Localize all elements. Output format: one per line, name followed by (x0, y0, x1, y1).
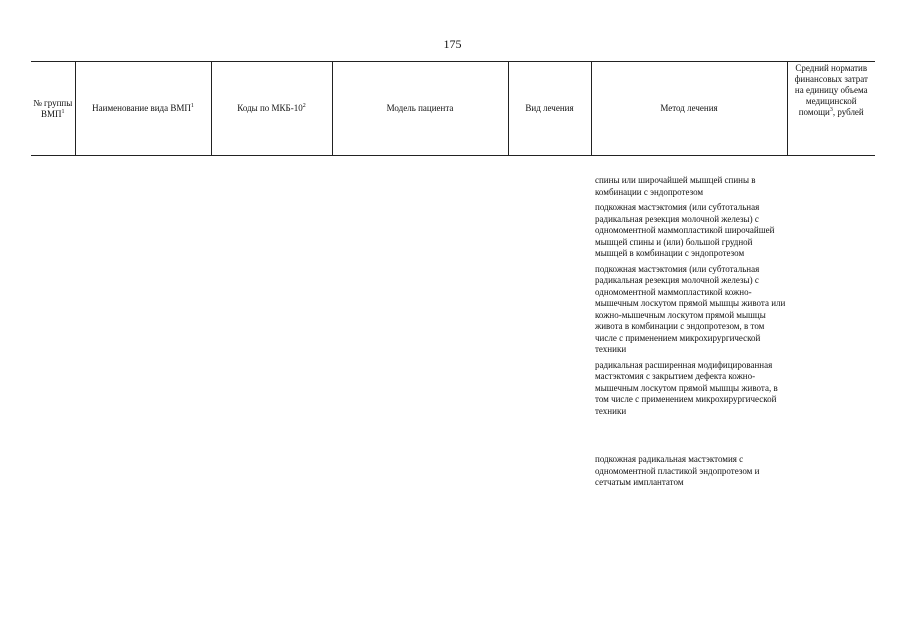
col-header-cost-standard (787, 62, 875, 156)
col-header-patient-model (332, 62, 508, 156)
method-item: радикальная расширенная модифицированная мастэктомия с закрытием дефекта кожно-мышечным лоскутом прямой мышцы живота, в том числе с применением микрохирургической техники (595, 359, 778, 416)
col-header-label: Модель пациента (386, 103, 454, 113)
col-header-label: Вид лечения (525, 103, 574, 113)
footnote-mark: 1 (190, 103, 194, 109)
footnote-mark: 3 (829, 107, 833, 113)
method-item: подкожная радикальная мастэктомия с одномоментной пластикой эндопротезом и сетчатым имплантатом (595, 454, 760, 487)
col-header-label: Метод лечения (660, 103, 718, 113)
footnote-mark: 2 (302, 103, 306, 109)
col-header-treatment-type (508, 62, 591, 156)
col-header-label: Средний норматив финансовых затрат на единицу объема медицинской помощи (794, 63, 868, 117)
col-header-treatment-method (591, 62, 787, 156)
method-item: спины или широчайшей мышцей спины в комбинации с эндопротезом (595, 175, 756, 197)
col-header-label: № группы ВМП (33, 97, 73, 119)
col-header-label: Наименование вида ВМП (92, 103, 191, 113)
col-header-icd-codes (211, 62, 332, 156)
col-header-label: Коды по МКБ-10 (237, 103, 303, 113)
page-number: 175 (443, 37, 462, 51)
col-header-group-number (31, 62, 75, 156)
method-item: подкожная мастэктомия (или субтотальная радикальная резекция молочной железы) с одномоментной маммопластикой кожно-мышечным лоскутом прямой мышцы живота или кожно-мышечным лоскутом прямой мышцы живота в комбинации с эндопротезом, в том числе с применением микрохирургической техники (595, 263, 786, 354)
col-header-vmp-name (75, 62, 211, 156)
col-header-label-suffix: , рублей (832, 107, 864, 117)
treatment-method-list (595, 175, 787, 489)
table-header (31, 61, 875, 156)
footnote-mark: 1 (61, 108, 65, 115)
method-item: подкожная мастэктомия (или субтотальная радикальная резекция молочной железы) с одномоментной маммопластикой широчайшей мышцей спины и (или) большой грудной мышцей в комбинации с эндопротезом (595, 202, 775, 258)
header-row (31, 62, 875, 156)
